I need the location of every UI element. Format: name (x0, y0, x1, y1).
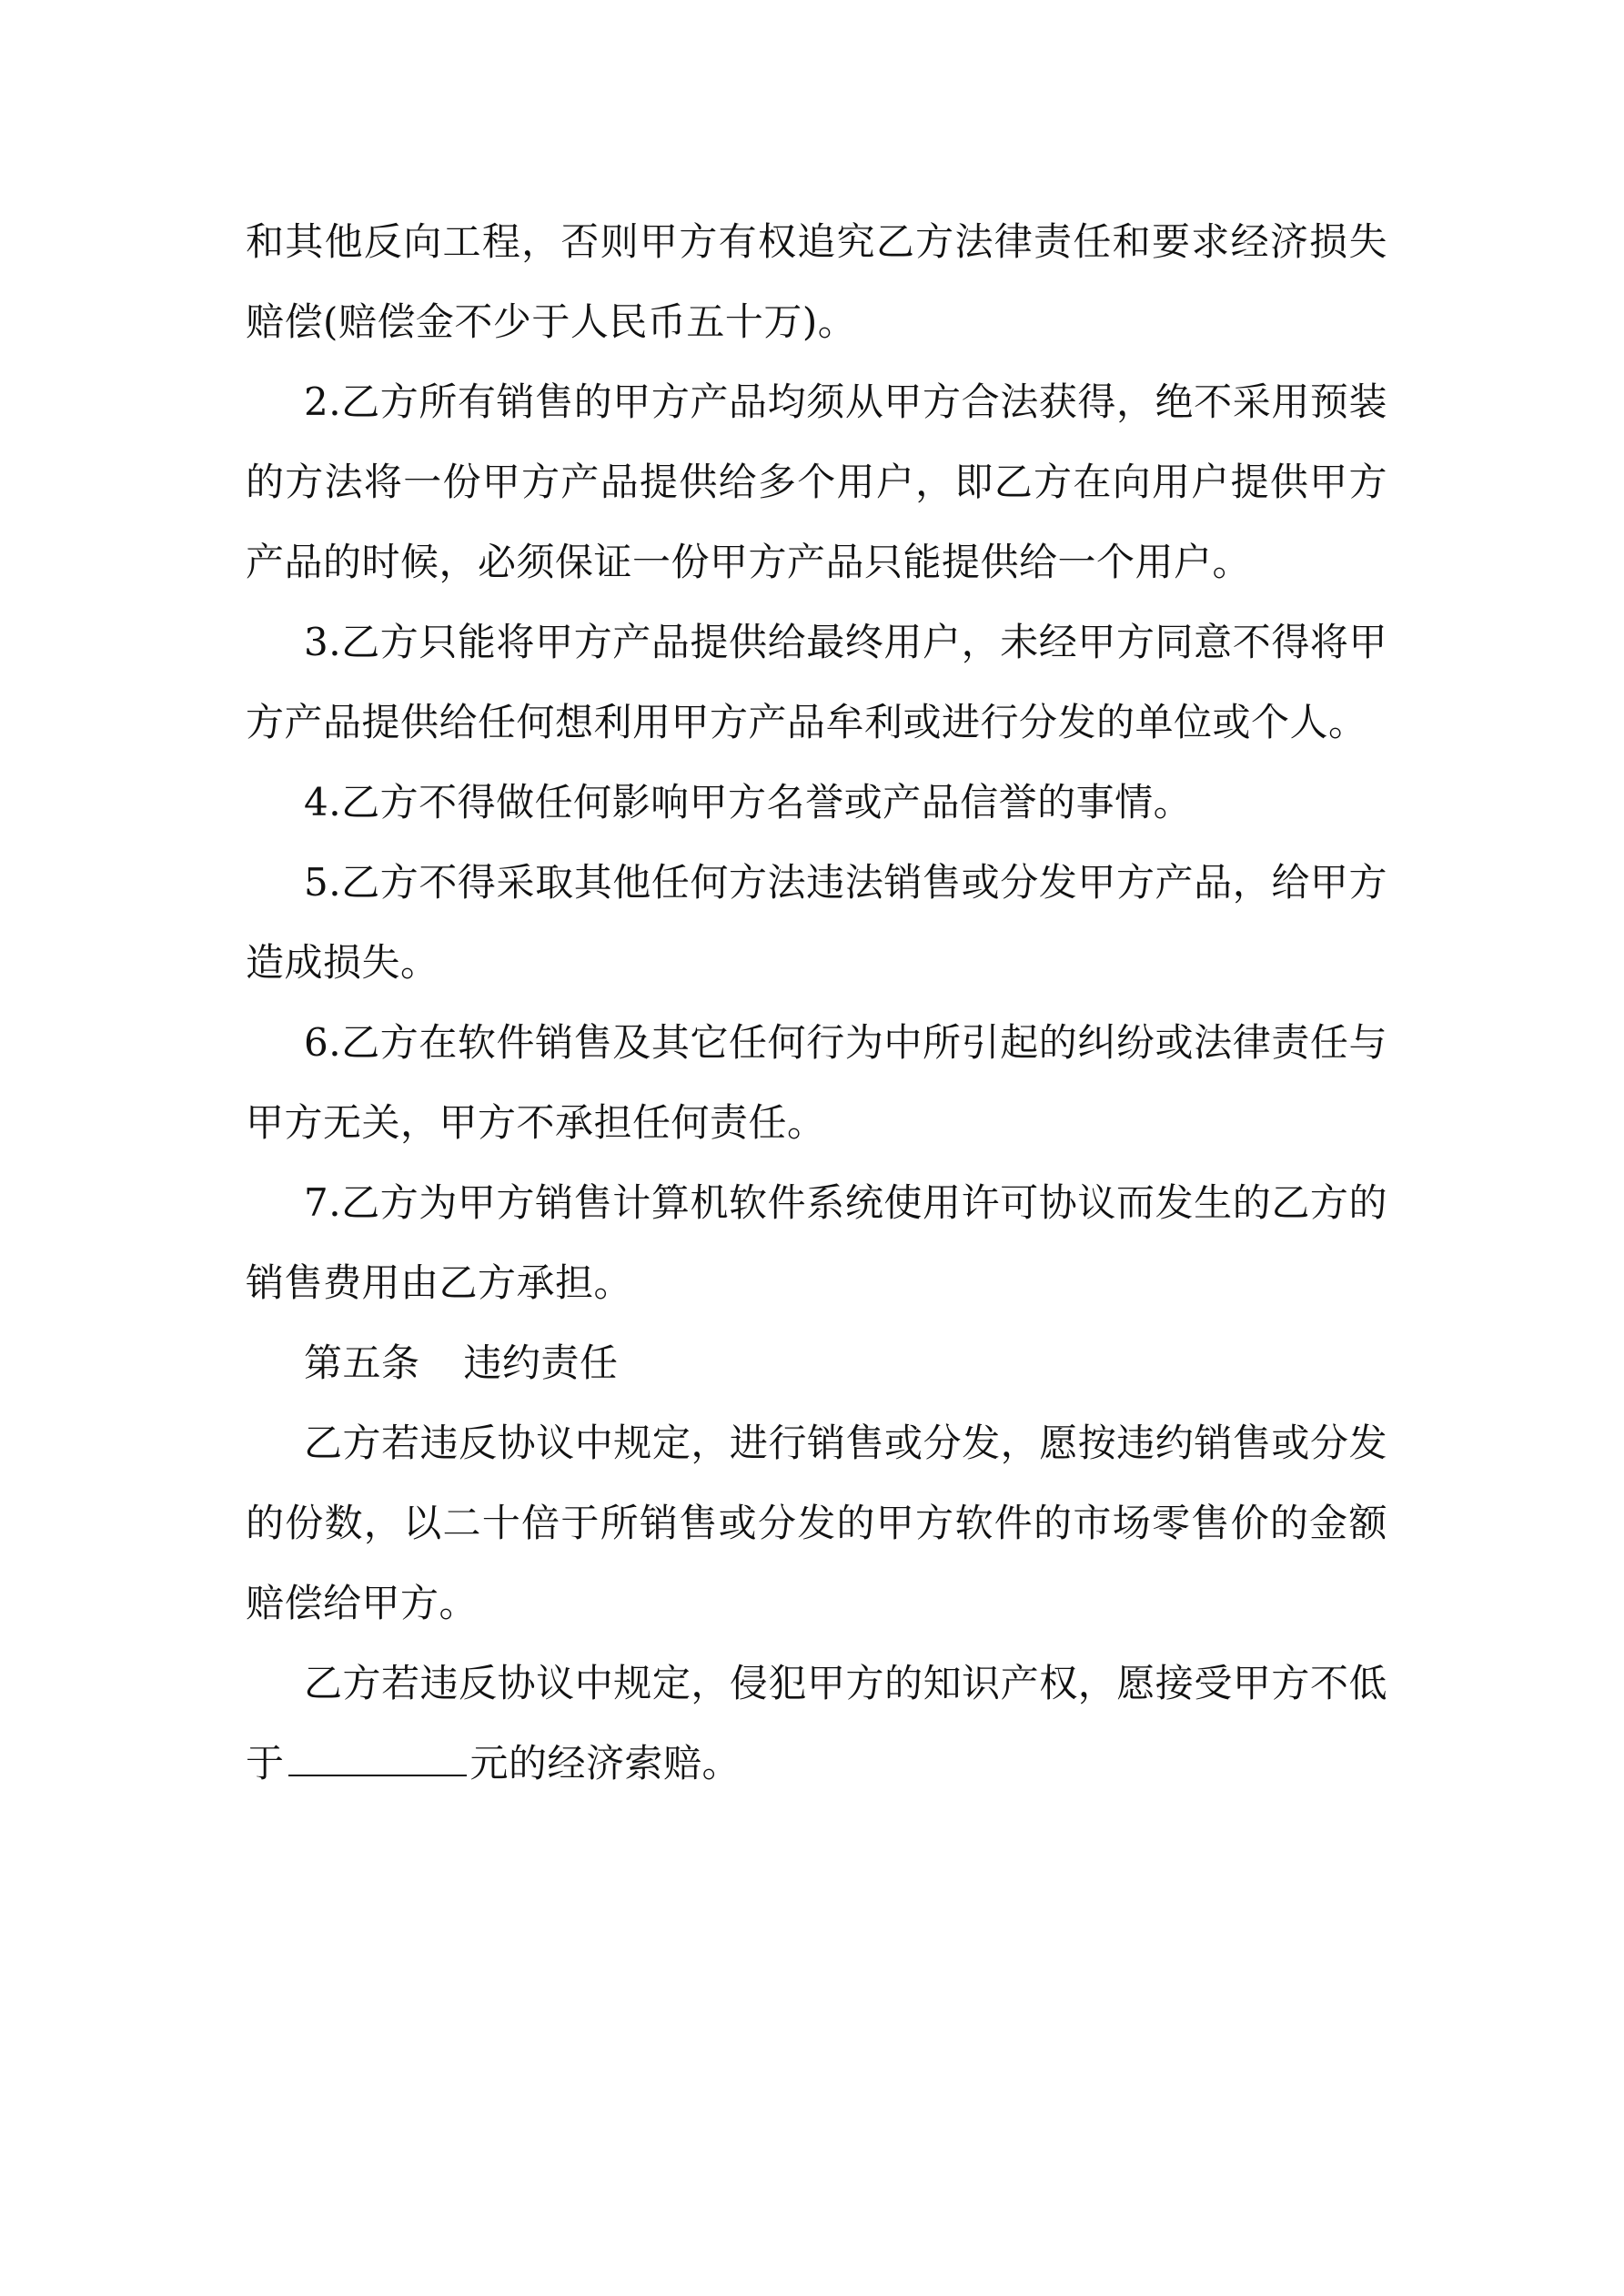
document-body (246, 202, 1387, 1804)
paragraph-item-7: 7.乙方为甲方销售计算机软件系统使用许可协议而发生的乙方的销售费用由乙方承担。 (246, 1180, 1387, 1305)
paragraph-item-6: 6.乙方在软件销售及其它任何行为中所引起的纠纷或法律责任与甲方无关，甲方不承担任何责任。 (246, 1020, 1387, 1145)
article-5-title: 违约责任 (463, 1340, 619, 1385)
paragraph-item-4: 4.乙方不得做任何影响甲方名誉或产品信誉的事情。 (304, 780, 1193, 824)
paragraph-ip-claim (246, 1644, 1387, 1804)
paragraph-continued-clause: 和其他反向工程，否则甲方有权追究乙方法律责任和要求经济损失赔偿(赔偿金不少于人民币五十万)。 (246, 219, 1387, 344)
amount-blank-field (288, 1744, 467, 1776)
paragraph-breach-sales: 乙方若违反协议中规定，进行销售或分发，愿按违约销售或分发的份数，以二十倍于所销售或分发的甲方软件的市场零售价的金额赔偿给甲方。 (246, 1421, 1387, 1625)
paragraph-item-3: 3.乙方只能将甲方产品提供给最终用户，未经甲方同意不得将甲方产品提供给任何想利用甲方产品牟利或进行分发的单位或个人。 (246, 620, 1387, 744)
paragraph-item-2: 2.乙方所有销售的甲方产品均须从甲方合法获得，绝不采用预装的方法将一份甲方产品提供给多个用户，即乙方在向用户提供甲方产品的时候，必须保证一份甲方产品只能提供给一个用户。 (246, 379, 1387, 584)
paragraph-item-5: 5.乙方不得采取其他任何方法违法销售或分发甲方产品，给甲方造成损失。 (246, 860, 1387, 985)
ip-claim-prefix: 乙方若违反协议中规定，侵犯甲方的知识产权，愿接受甲方不低于 (246, 1661, 1387, 1785)
ip-claim-suffix: 元的经济索赔。 (469, 1741, 741, 1785)
article-5-heading (246, 1323, 1387, 1403)
article-5-number: 第五条 (304, 1340, 420, 1385)
